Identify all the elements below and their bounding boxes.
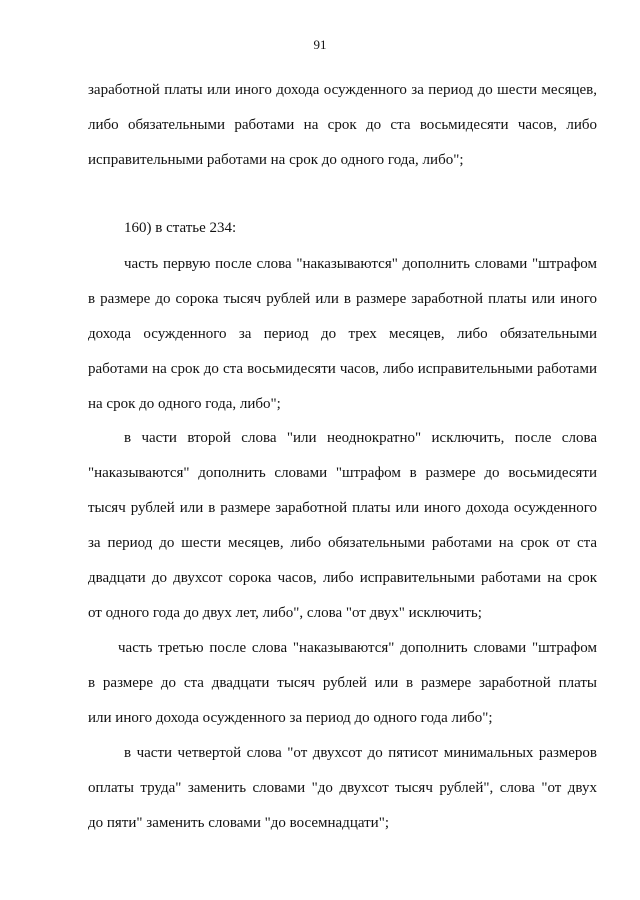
text-line: работами на срок до ста восьмидесяти часов, либо исправительными работами bbox=[88, 361, 597, 377]
text-line: до пяти" заменить словами "до восемнадцати"; bbox=[88, 815, 389, 831]
text-line: исправительными работами на срок до одного года, либо"; bbox=[88, 152, 464, 168]
text-line: заработной платы или иного дохода осужденного за период до шести месяцев, bbox=[88, 82, 597, 98]
text-line: двадцати до двухсот сорока часов, либо исправительными работами на срок bbox=[88, 570, 597, 586]
text-line: оплаты труда" заменить словами "до двухсот тысяч рублей", слова "от двух bbox=[88, 780, 597, 796]
text-line: в части второй слова "или неоднократно" исключить, после слова bbox=[124, 430, 597, 446]
text-line: дохода осужденного за период до трех месяцев, либо обязательными bbox=[88, 326, 597, 342]
text-line: от одного года до двух лет, либо", слова "от двух" исключить; bbox=[88, 605, 482, 621]
text-line: часть третью после слова "наказываются" дополнить словами "штрафом bbox=[118, 640, 597, 656]
text-line: либо обязательными работами на срок до ста восьмидесяти часов, либо bbox=[88, 117, 597, 133]
text-line: в размере до сорока тысяч рублей или в размере заработной платы или иного bbox=[88, 291, 597, 307]
text-line: за период до шести месяцев, либо обязательными работами на срок от ста bbox=[88, 535, 597, 551]
text-line: в части четвертой слова "от двухсот до пятисот минимальных размеров bbox=[124, 745, 597, 761]
text-line: часть первую после слова "наказываются" дополнить словами "штрафом bbox=[124, 256, 597, 272]
text-line: или иного дохода осужденного за период до одного года либо"; bbox=[88, 710, 493, 726]
text-line: "наказываются" дополнить словами "штрафом в размере до восьмидесяти bbox=[88, 465, 597, 481]
text-line: в размере до ста двадцати тысяч рублей или в размере заработной платы bbox=[88, 675, 597, 691]
page-number: 91 bbox=[313, 37, 327, 52]
text-line: на срок до одного года, либо"; bbox=[88, 396, 281, 412]
section-heading: 160) в статье 234: bbox=[124, 220, 237, 236]
text-line: тысяч рублей или в размере заработной платы или иного дохода осужденного bbox=[88, 500, 597, 516]
